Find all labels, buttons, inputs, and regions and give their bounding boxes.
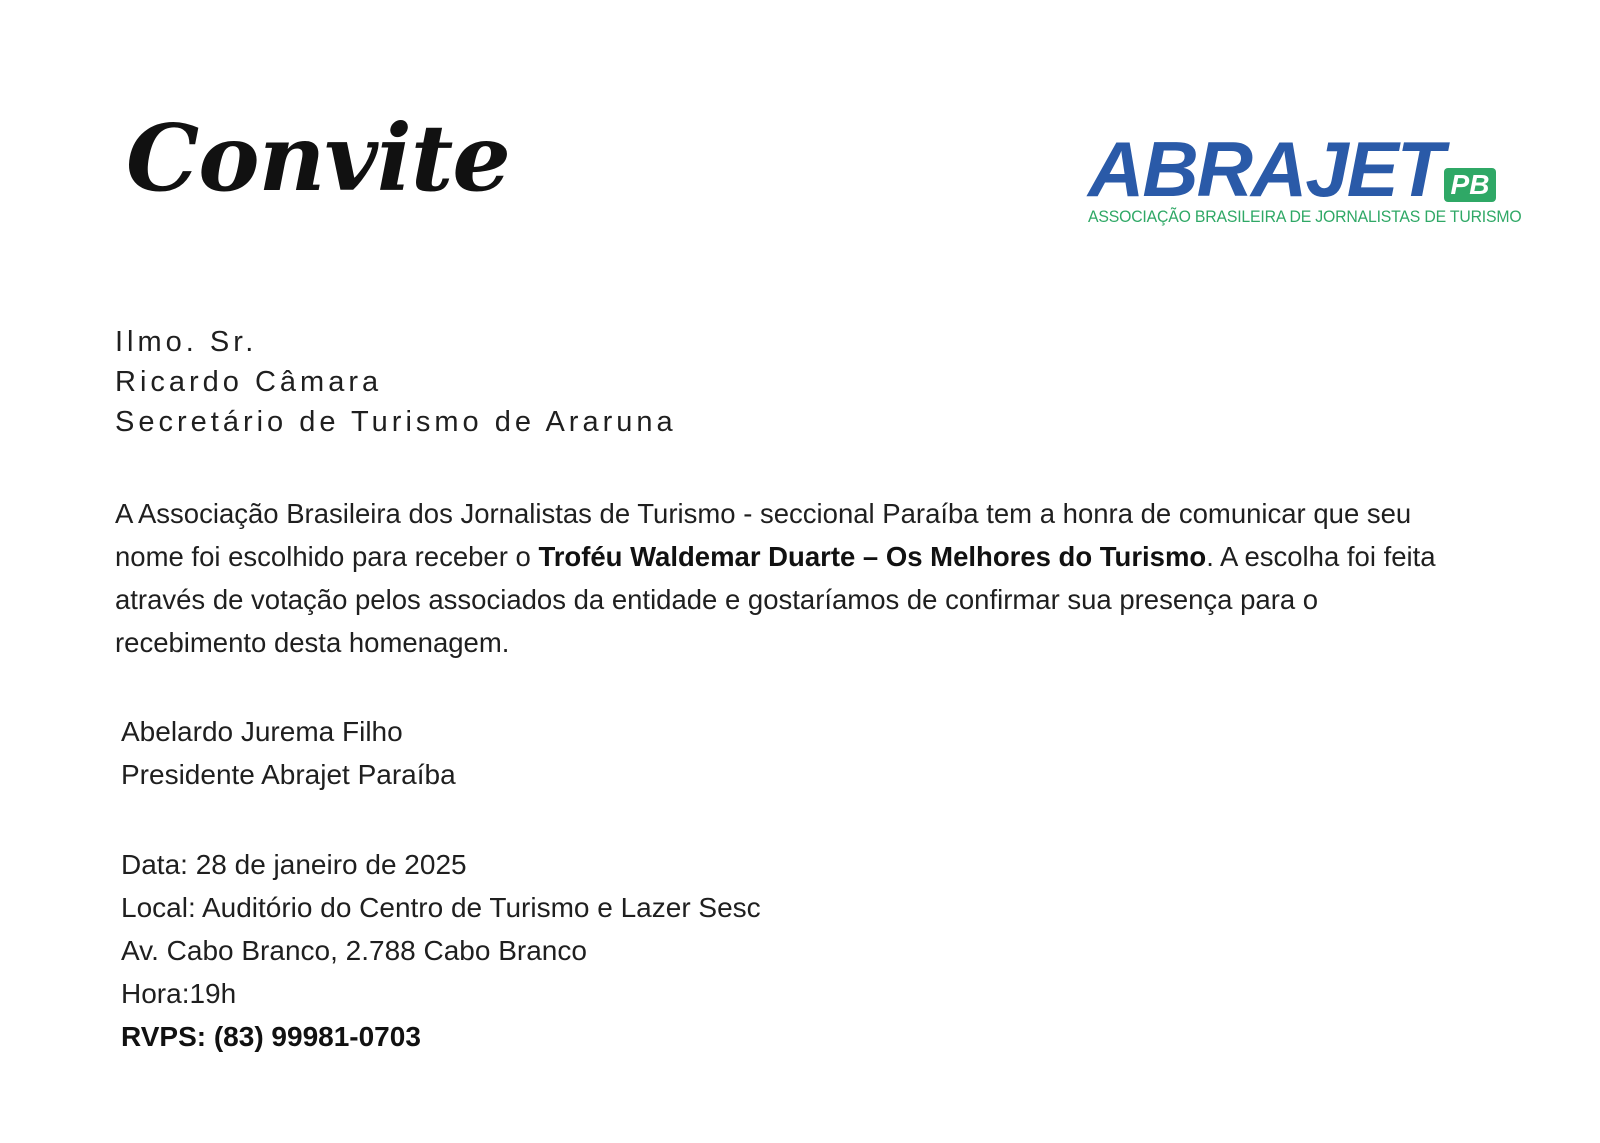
invitation-body <box>115 492 1475 664</box>
event-rsvp-phone: RVPS: (83) 99981-0703 <box>121 1021 421 1052</box>
recipient-role: Secretário de Turismo de Araruna <box>115 406 677 438</box>
logo-badge: PB <box>1444 168 1496 202</box>
event-date: Data: 28 de janeiro de 2025 <box>121 849 467 880</box>
invitation-title: Convite <box>126 104 510 212</box>
signature-block <box>121 710 456 796</box>
body-text-part1: A Associação Brasileira dos Jornalistas de Turismo - seccional Paraíba tem a honra de comunicar que seu nome foi escolhido para receber o <box>115 498 1412 572</box>
abrajet-logo <box>1088 125 1522 240</box>
event-address: Av. Cabo Branco, 2.788 Cabo Branco <box>121 935 587 966</box>
event-venue: Local: Auditório do Centro de Turismo e Lazer Sesc <box>121 892 761 923</box>
event-time: Hora:19h <box>121 978 237 1009</box>
recipient-name: Ricardo Câmara <box>115 366 383 398</box>
logo-subtitle: ASSOCIAÇÃO BRASILEIRA DE JORNALISTAS DE TURISMO <box>1088 207 1522 226</box>
body-text-part2: . A escolha foi feita através de votação pelos associados da entidade e gostaríamos de confirmar sua presença para o recebimento desta homenagem. <box>115 541 1436 658</box>
signer-name: Abelardo Jurema Filho <box>121 716 403 747</box>
logo-wordmark: ABRAJET <box>1088 125 1443 213</box>
event-details <box>121 843 761 1058</box>
signer-title: Presidente Abrajet Paraíba <box>121 759 456 790</box>
recipient-salutation: Ilmo. Sr. <box>115 326 258 358</box>
award-name: Troféu Waldemar Duarte – Os Melhores do Turismo <box>538 541 1207 572</box>
recipient-block <box>115 322 677 442</box>
